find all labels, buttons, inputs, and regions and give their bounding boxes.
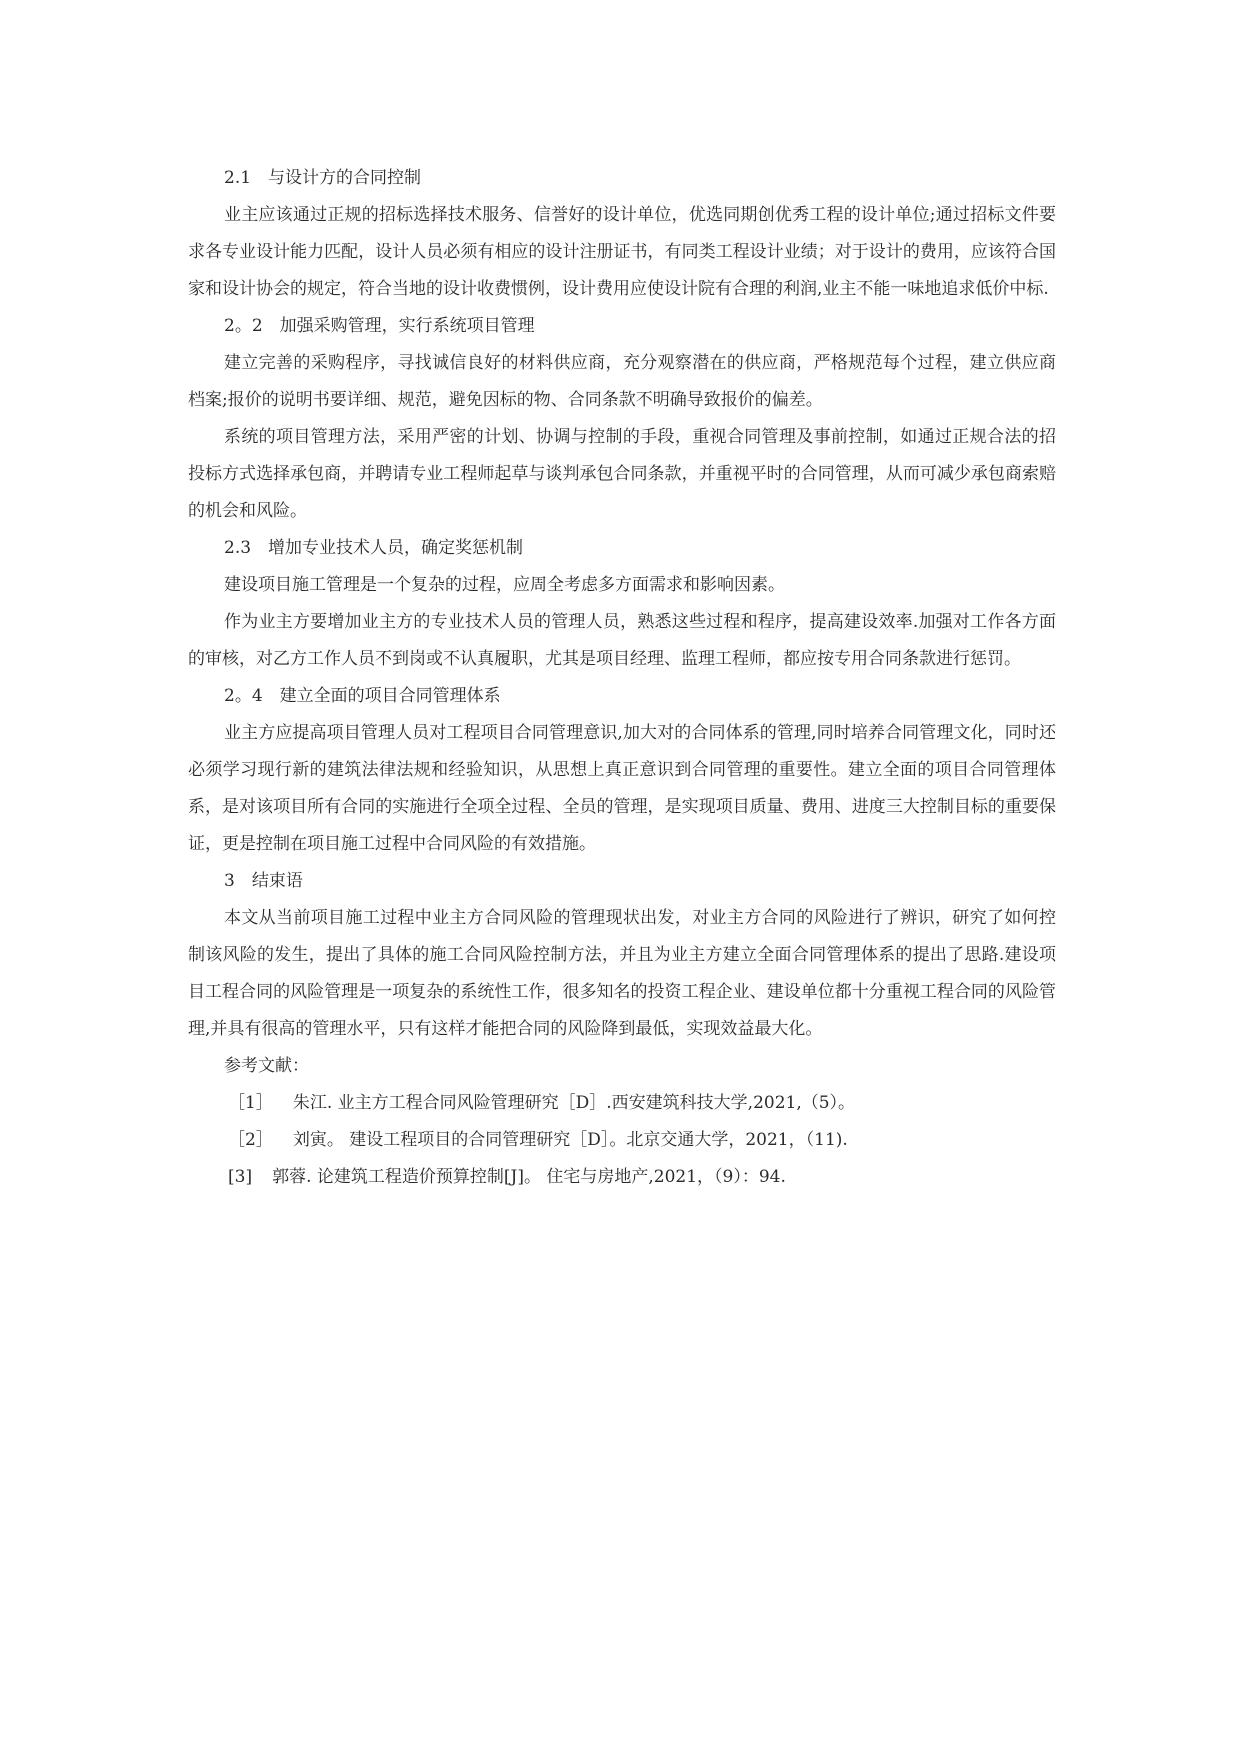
section-heading-3: 3 结束语 [224, 871, 303, 891]
paragraph: 建设项目施工管理是一个复杂的过程，应周全考虑多方面需求和影响因素。 [224, 575, 785, 595]
reference-text: 郭蓉. 论建筑工程造价预算控制[J]。 住宅与房地产,2021，（9）：94. [272, 1167, 786, 1187]
section-heading-2-1: 2.1 与设计方的合同控制 [224, 168, 422, 188]
reference-number: ［2］ [228, 1130, 273, 1150]
reference-item [188, 1085, 1056, 1122]
reference-item [188, 1159, 1056, 1196]
references-title: 参考文献： [224, 1056, 309, 1076]
paragraph: 业主方应提高项目管理人员对工程项目合同管理意识,加大对的合同体系的管理,同时培养合同管理文化，同时还必须学习现行新的建筑法律法规和经验知识，从思想上真正意识到合同管理的重要性。建立全面的项目合同管理体系，是对该项目所有合同的实施进行全项全过程、全员的管理，是实现项目质量、费用、进度三大控制目标的重要保证，更是控制在项目施工过程中合同风险的有效措施。 [188, 723, 1056, 854]
reference-text: 朱江. 业主方工程合同风险管理研究［D］.西安建筑科技大学,2021,（5）。 [292, 1093, 856, 1113]
reference-item [188, 1122, 1056, 1159]
paragraph: 系统的项目管理方法，采用严密的计划、协调与控制的手段，重视合同管理及事前控制，如通过正规合法的招投标方式选择承包商，并聘请专业工程师起草与谈判承包合同条款，并重视平时的合同管理，从而可减少承包商索赔的机会和风险。 [188, 427, 1056, 521]
paragraph: 作为业主方要增加业主方的专业技术人员的管理人员，熟悉这些过程和程序，提高建设效率.加强对工作各方面的审核，对乙方工作人员不到岗或不认真履职，尤其是项目经理、监理工程师，都应按专用合同条款进行惩罚。 [188, 612, 1056, 669]
section-heading-2-2: 2。2 加强采购管理，实行系统项目管理 [224, 316, 535, 336]
reference-number: ［1］ [228, 1093, 273, 1113]
document-body [188, 160, 1056, 1196]
paragraph: 业主应该通过正规的招标选择技术服务、信誉好的设计单位，优选同期创优秀工程的设计单位;通过招标文件要求各专业设计能力匹配，设计人员必须有相应的设计注册证书，有同类工程设计业绩；对于设计的费用，应该符合国家和设计协会的规定，符合当地的设计收费惯例，设计费用应使设计院有合理的利润,业主不能一味地追求低价中标. [188, 205, 1056, 299]
reference-number: [3] [228, 1167, 253, 1187]
section-heading-2-3: 2.3 增加专业技术人员，确定奖惩机制 [224, 538, 524, 558]
section-heading-2-4: 2。4 建立全面的项目合同管理体系 [224, 686, 501, 706]
paragraph: 建立完善的采购程序，寻找诚信良好的材料供应商，充分观察潜在的供应商，严格规范每个过程，建立供应商档案;报价的说明书要详细、规范，避免因标的物、合同条款不明确导致报价的偏差。 [188, 353, 1056, 410]
paragraph: 本文从当前项目施工过程中业主方合同风险的管理现状出发，对业主方合同的风险进行了辨识，研究了如何控制该风险的发生，提出了具体的施工合同风险控制方法，并且为业主方建立全面合同管理体系的提出了思路.建设项目工程合同的风险管理是一项复杂的系统性工作，很多知名的投资工程企业、建设单位都十分重视工程合同的风险管理,并具有很高的管理水平，只有这样才能把合同的风险降到最低，实现效益最大化。 [188, 908, 1056, 1039]
reference-text: 刘寅。 建设工程项目的合同管理研究［D］。北京交通大学，2021，（11). [292, 1130, 848, 1150]
